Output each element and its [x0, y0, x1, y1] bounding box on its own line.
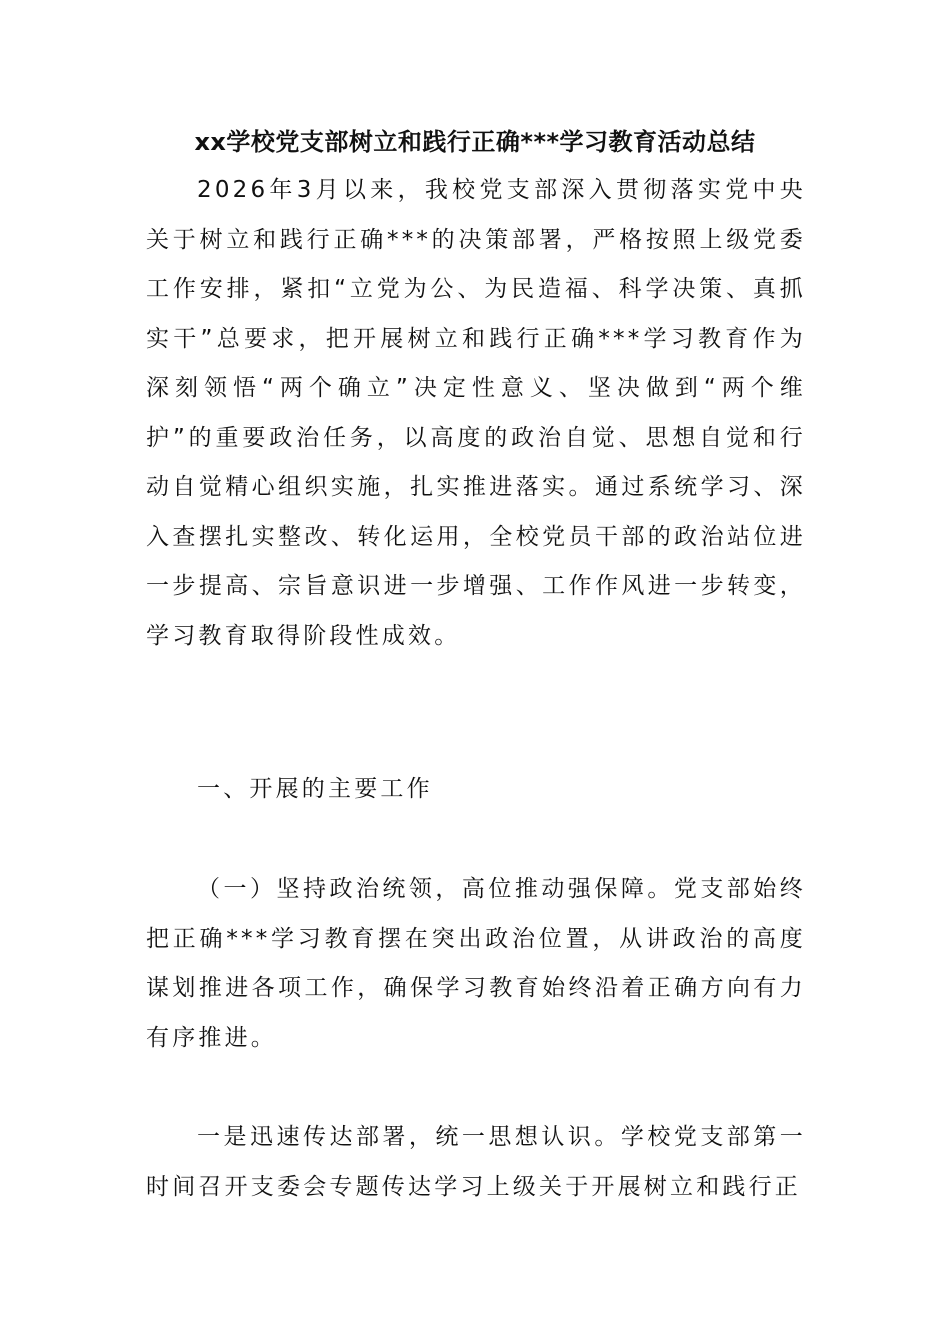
subsection-paragraph: （一）坚持政治统领，高位推动强保障。党支部始终把正确***学习教育摆在突出政治位置，从讲政治的高度谋划推进各项工作，确保学习教育始终沿着正确方向有力有序推进。 [146, 876, 806, 1051]
section-heading: 一、开展的主要工作 [197, 776, 433, 802]
document-title: xx学校党支部树立和践行正确***学习教育活动总结 [194, 128, 756, 156]
item-paragraph: 一是迅速传达部署，统一思想认识。学校党支部第一时间召开支委会专题传达学习上级关于开展树立和践行正 [146, 1124, 806, 1200]
intro-paragraph: 2026年3月以来，我校党支部深入贯彻落实党中央关于树立和践行正确***的决策部署，严格按照上级党委工作安排，紧扣“立党为公、为民造福、科学决策、真抓实干”总要求，把开展树立和践行正确***学习教育作为深刻领悟“两个确立”决定性意义、坚决做到“两个维护”的重要政治任务，以高度的政治自觉、思想自觉和行动自觉精心组织实施，扎实推进落实。通过系统学习、深入查摆扎实整改、转化运用，全校党员干部的政治站位进一步提高、宗旨意识进一步增强、工作作风进一步转变，学习教育取得阶段性成效。 [146, 177, 806, 649]
